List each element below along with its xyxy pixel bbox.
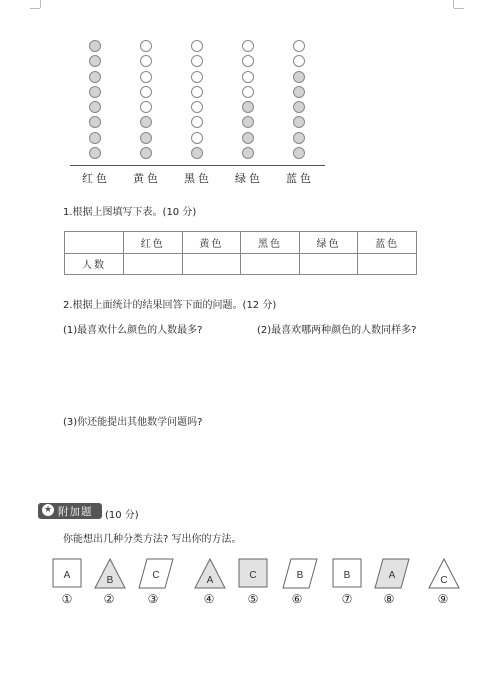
table-header-blue: 蓝色 bbox=[358, 232, 417, 254]
shape-letter: C bbox=[249, 570, 257, 581]
pictograph-dot[interactable] bbox=[89, 116, 101, 128]
pictograph-dot[interactable] bbox=[293, 116, 305, 128]
data-table bbox=[64, 231, 417, 275]
pictograph-dot[interactable] bbox=[191, 86, 203, 98]
pictograph-dot[interactable] bbox=[89, 101, 101, 113]
star-icon: ★ bbox=[43, 505, 53, 515]
bonus-badge bbox=[38, 503, 102, 519]
table-count-row bbox=[65, 253, 417, 275]
pictograph-baseline bbox=[70, 165, 325, 166]
square-shape bbox=[332, 558, 368, 590]
shape-number: ⑨ bbox=[437, 592, 449, 606]
pictograph-dot[interactable] bbox=[293, 132, 305, 144]
bonus-question: 你能想出几种分类方法? 写出你的方法。 bbox=[63, 534, 242, 545]
pictograph-dot[interactable] bbox=[293, 71, 305, 83]
category-label: 黄色 bbox=[133, 172, 161, 185]
pictograph-dot[interactable] bbox=[89, 55, 101, 67]
shape-letter: B bbox=[296, 570, 304, 581]
pictograph-dot[interactable] bbox=[191, 71, 203, 83]
crop-mark bbox=[40, 0, 41, 8]
pictograph-dot[interactable] bbox=[140, 71, 152, 83]
triangle-shape bbox=[194, 558, 230, 590]
question-2-title: 2.根据上面统计的结果回答下面的问题。(12 分) bbox=[63, 300, 277, 311]
pictograph-dot[interactable] bbox=[89, 132, 101, 144]
table-header-red: 红色 bbox=[124, 232, 183, 254]
pictograph-dot[interactable] bbox=[191, 147, 203, 159]
table-header-row bbox=[65, 232, 417, 254]
shape-letter: C bbox=[440, 575, 448, 586]
pictograph-dot[interactable] bbox=[242, 86, 254, 98]
shape-number: ③ bbox=[147, 592, 159, 606]
pictograph-dot[interactable] bbox=[89, 86, 101, 98]
pictograph-dot[interactable] bbox=[140, 55, 152, 67]
table-corner-cell bbox=[65, 232, 124, 254]
square-shape bbox=[52, 558, 88, 590]
pictograph-column bbox=[140, 40, 154, 162]
shape-letter: B bbox=[106, 575, 114, 586]
crop-mark bbox=[454, 8, 464, 9]
question-1-title: 1.根据上图填写下表。(10 分) bbox=[63, 207, 197, 218]
answer-cell-green[interactable] bbox=[299, 253, 358, 275]
pictograph-dot[interactable] bbox=[242, 55, 254, 67]
pictograph-dot[interactable] bbox=[140, 116, 152, 128]
pictograph-dot[interactable] bbox=[242, 101, 254, 113]
crop-mark bbox=[30, 8, 40, 9]
pictograph-column bbox=[242, 40, 256, 162]
answer-cell-blue[interactable] bbox=[358, 253, 417, 275]
pictograph-dot[interactable] bbox=[242, 116, 254, 128]
pictograph-dot[interactable] bbox=[242, 71, 254, 83]
category-label: 黑色 bbox=[184, 172, 212, 185]
category-label: 绿色 bbox=[235, 172, 263, 185]
square-shape bbox=[238, 558, 274, 590]
pictograph-dot[interactable] bbox=[191, 55, 203, 67]
category-label: 红色 bbox=[82, 172, 110, 185]
parallelogram-shape bbox=[138, 558, 174, 590]
pictograph-dot[interactable] bbox=[293, 101, 305, 113]
shape-number: ⑤ bbox=[247, 592, 259, 606]
pictograph-dot[interactable] bbox=[89, 40, 101, 52]
pictograph-dot[interactable] bbox=[140, 147, 152, 159]
bonus-points: (10 分) bbox=[105, 510, 139, 521]
shape-number: ⑥ bbox=[291, 592, 303, 606]
table-row-label: 人数 bbox=[65, 253, 124, 275]
pictograph-dot[interactable] bbox=[242, 147, 254, 159]
shape-number: ⑧ bbox=[383, 592, 395, 606]
pictograph-dot[interactable] bbox=[140, 132, 152, 144]
pictograph-dot[interactable] bbox=[191, 116, 203, 128]
pictograph-dot[interactable] bbox=[242, 132, 254, 144]
shape-letter: B bbox=[343, 570, 351, 581]
pictograph-dot[interactable] bbox=[293, 147, 305, 159]
shape-letter: A bbox=[206, 575, 214, 586]
shape-number: ⑦ bbox=[341, 592, 353, 606]
category-label: 蓝色 bbox=[286, 172, 314, 185]
triangle-shape bbox=[94, 558, 130, 590]
pictograph-dot[interactable] bbox=[89, 71, 101, 83]
shape-number: ④ bbox=[203, 592, 215, 606]
question-2-sub-1: (1)最喜欢什么颜色的人数最多? bbox=[63, 325, 203, 336]
table-header-yellow: 黄色 bbox=[182, 232, 241, 254]
answer-cell-red[interactable] bbox=[124, 253, 183, 275]
shape-number: ① bbox=[61, 592, 73, 606]
pictograph-dot[interactable] bbox=[191, 40, 203, 52]
pictograph-column bbox=[191, 40, 205, 162]
table-header-green: 绿色 bbox=[299, 232, 358, 254]
pictograph-dot[interactable] bbox=[140, 86, 152, 98]
crop-mark bbox=[453, 0, 454, 8]
parallelogram-shape bbox=[282, 558, 318, 590]
pictograph-dot[interactable] bbox=[140, 101, 152, 113]
answer-cell-black[interactable] bbox=[241, 253, 300, 275]
pictograph-dot[interactable] bbox=[191, 101, 203, 113]
pictograph-dot[interactable] bbox=[242, 40, 254, 52]
pictograph-dot[interactable] bbox=[293, 40, 305, 52]
pictograph-column bbox=[293, 40, 307, 162]
pictograph-dot[interactable] bbox=[293, 55, 305, 67]
shape-letter: A bbox=[63, 570, 71, 581]
pictograph-dot[interactable] bbox=[140, 40, 152, 52]
shape-letter: C bbox=[152, 570, 160, 581]
question-2-sub-2: (2)最喜欢哪两种颜色的人数同样多? bbox=[257, 325, 417, 336]
answer-cell-yellow[interactable] bbox=[182, 253, 241, 275]
shape-letter: A bbox=[388, 570, 396, 581]
triangle-shape bbox=[428, 558, 464, 590]
table-header-black: 黑色 bbox=[241, 232, 300, 254]
pictograph-column bbox=[89, 40, 103, 162]
pictograph-dot[interactable] bbox=[293, 86, 305, 98]
pictograph-dot[interactable] bbox=[89, 147, 101, 159]
parallelogram-shape bbox=[374, 558, 410, 590]
shape-number: ② bbox=[103, 592, 115, 606]
pictograph-dot[interactable] bbox=[191, 132, 203, 144]
bonus-badge-label: 附加题 bbox=[58, 506, 93, 518]
question-2-sub-3: (3)你还能提出其他数学问题吗? bbox=[63, 417, 203, 428]
